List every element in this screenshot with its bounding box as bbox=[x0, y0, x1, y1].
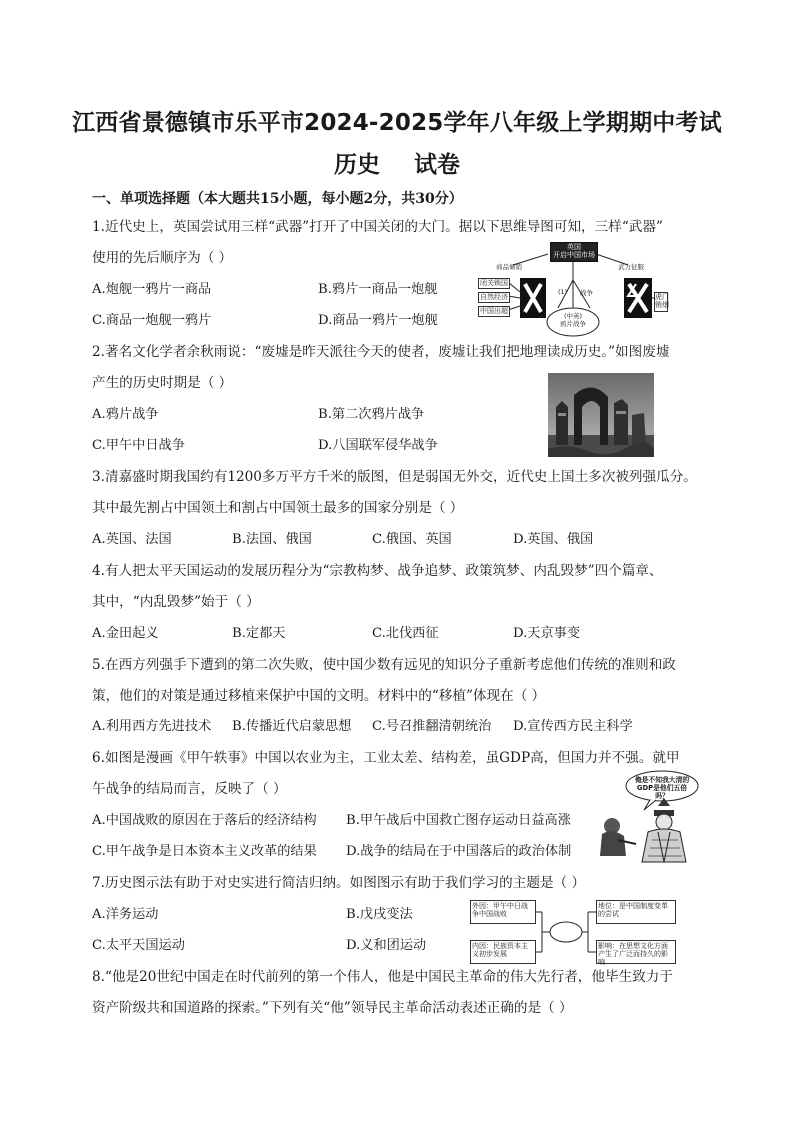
mindmap-right-label: 武力征服 bbox=[618, 263, 644, 271]
cartoon-image bbox=[592, 770, 700, 864]
q5-stem-2: 策，他们的对策是通过移植来保护中国的文明。材料中的“移植”体现在（ ） bbox=[92, 688, 546, 704]
mindmap-center-node: 英国 开启中国市场 bbox=[550, 242, 598, 262]
q2-option-b[interactable]: B.第二次鸦片战争 bbox=[318, 407, 425, 422]
mindmap-mid-right-label: 战争 bbox=[580, 289, 593, 297]
paper-label: 试卷 bbox=[414, 152, 460, 178]
diagram-box-internal-cause: 内因：民族资本主义初步发展 bbox=[470, 940, 536, 964]
q5-option-c[interactable]: C.号召推翻清朝统治 bbox=[372, 719, 492, 734]
q1-option-d[interactable]: D.商品一鸦片一炮舰 bbox=[318, 313, 438, 328]
q3-option-c[interactable]: C.俄国、英国 bbox=[372, 532, 452, 547]
q7-stem-1: 7.历史图示法有助于对史实进行简洁归纳。如图图示有助于我们学习的主题是（ ） bbox=[92, 875, 586, 891]
mindmap-side-item: 中国出超 bbox=[480, 307, 508, 315]
q1-stem-2: 使用的先后顺序为（ ） bbox=[92, 250, 233, 266]
ruins-photo bbox=[548, 373, 654, 457]
q6-option-d[interactable]: D.战争的结局在于中国落后的政治体制 bbox=[346, 844, 572, 859]
mindmap-side-item: 虎门 销烟 bbox=[654, 292, 668, 312]
q8-stem-1: 8.“他是20世纪中国走在时代前列的第一个伟人，他是中国民主革命的伟大先行者，他毕生致力于 bbox=[92, 969, 673, 985]
subject-label: 历史 bbox=[334, 152, 380, 178]
q3-option-a[interactable]: A.英国、法国 bbox=[92, 532, 172, 547]
mindmap-mid-left-label: (1) bbox=[558, 288, 568, 296]
q2-stem-1: 2.著名文化学者余秋雨说：“废墟是昨天派往今天的使者，废墟让我们把地理读成历史。”如图废墟 bbox=[92, 344, 670, 360]
q2-option-a[interactable]: A.鸦片战争 bbox=[92, 407, 159, 422]
q8-stem-2: 资产阶级共和国道路的探索。”下列有关“他”领导民主革命活动表述正确的是（ ） bbox=[92, 1000, 573, 1016]
cartoon-speech-bubble: 俺是不知我大清的GDP是他们五倍吗？ bbox=[634, 776, 690, 800]
mindmap-bottom-node: (中英) 鸦片战争 bbox=[560, 312, 586, 328]
diagram-box-impact: 影响：在思想文化方面产生了广泛而持久的影响 bbox=[596, 940, 676, 964]
q2-option-d[interactable]: D.八国联军侵华战争 bbox=[318, 438, 438, 453]
q3-stem-2: 其中最先割占中国领土和割占中国领土最多的国家分别是（ ） bbox=[92, 500, 464, 516]
q5-option-a[interactable]: A.利用西方先进技术 bbox=[92, 719, 212, 734]
q3-stem-1: 3.清嘉盛时期我国约有1200多万平方千米的版图，但是弱国无外交，近代史上国土多次被列强瓜分。 bbox=[92, 469, 697, 485]
q6-stem-1: 6.如图是漫画《甲午轶事》中国以农业为主，工业太差、结构差，虽GDP高，但国力并不强。就甲 bbox=[92, 750, 680, 766]
exam-subtitle bbox=[0, 146, 794, 179]
q6-option-b[interactable]: B.甲午战后中国救亡图存运动日益高涨 bbox=[346, 813, 571, 828]
q6-option-c[interactable]: C.甲午战争是日本资本主义改革的结果 bbox=[92, 844, 317, 859]
q1-mindmap-figure bbox=[478, 240, 669, 340]
q4-option-d[interactable]: D.天京事变 bbox=[513, 626, 581, 641]
exam-title: 江西省景德镇市乐平市2024-2025学年八年级上学期期中考试 bbox=[72, 110, 722, 136]
mindmap-left-label: 商品倾销 bbox=[496, 263, 522, 271]
q4-option-b[interactable]: B.定都天 bbox=[232, 626, 286, 641]
q4-option-a[interactable]: A.金田起义 bbox=[92, 626, 159, 641]
q7-option-d[interactable]: D.义和团运动 bbox=[346, 938, 427, 953]
q4-stem-2: 其中，“内乱毁梦”始于（ ） bbox=[92, 594, 260, 610]
q6-option-a[interactable]: A.中国战败的原因在于落后的经济结构 bbox=[92, 813, 317, 828]
diagram-box-status: 地位：是中国制度变革的尝试 bbox=[596, 900, 676, 924]
mindmap-side-item: 闭关锁国 bbox=[480, 279, 508, 287]
mindmap-side-item: 自然经济 bbox=[480, 293, 508, 301]
q2-stem-2: 产生的历史时期是（ ） bbox=[92, 375, 233, 391]
q2-option-c[interactable]: C.甲午中日战争 bbox=[92, 438, 185, 453]
q3-option-d[interactable]: D.英国、俄国 bbox=[513, 532, 594, 547]
q5-stem-1: 5.在西方列强手下遭到的第二次失败，使中国少数有远见的知识分子重新考虑他们传统的准则和政 bbox=[92, 657, 676, 673]
q4-stem-1: 4.有人把太平天国运动的发展历程分为“宗教构梦、战争追梦、政策筑梦、内乱毁梦”四个篇章、 bbox=[92, 563, 663, 579]
section-heading: 一、单项选择题（本大题共15小题，每小题2分，共30分） bbox=[92, 191, 463, 207]
q7-option-a[interactable]: A.洋务运动 bbox=[92, 907, 159, 922]
q7-diagram bbox=[468, 896, 706, 968]
q1-option-b[interactable]: B.鸦片一商品一炮舰 bbox=[318, 282, 438, 297]
q7-option-c[interactable]: C.太平天国运动 bbox=[92, 938, 185, 953]
q5-option-d[interactable]: D.宣传西方民主科学 bbox=[513, 719, 633, 734]
q7-option-b[interactable]: B.戊戌变法 bbox=[346, 907, 413, 922]
q3-option-b[interactable]: B.法国、俄国 bbox=[232, 532, 312, 547]
diagram-box-external-cause: 外因：甲午中日战争中国战败 bbox=[470, 900, 536, 924]
q6-stem-2: 午战争的结局而言，反映了（ ） bbox=[92, 781, 287, 797]
q5-option-b[interactable]: B.传播近代启蒙思想 bbox=[232, 719, 352, 734]
q4-option-c[interactable]: C.北伐西征 bbox=[372, 626, 439, 641]
q1-stem-1: 1.近代史上，英国尝试用三样“武器”打开了中国关闭的大门。据以下思维导图可知，三样“武器” bbox=[92, 219, 663, 235]
q1-option-c[interactable]: C.商品一炮舰一鸦片 bbox=[92, 313, 212, 328]
q1-option-a[interactable]: A.炮舰一鸦片一商品 bbox=[92, 282, 212, 297]
